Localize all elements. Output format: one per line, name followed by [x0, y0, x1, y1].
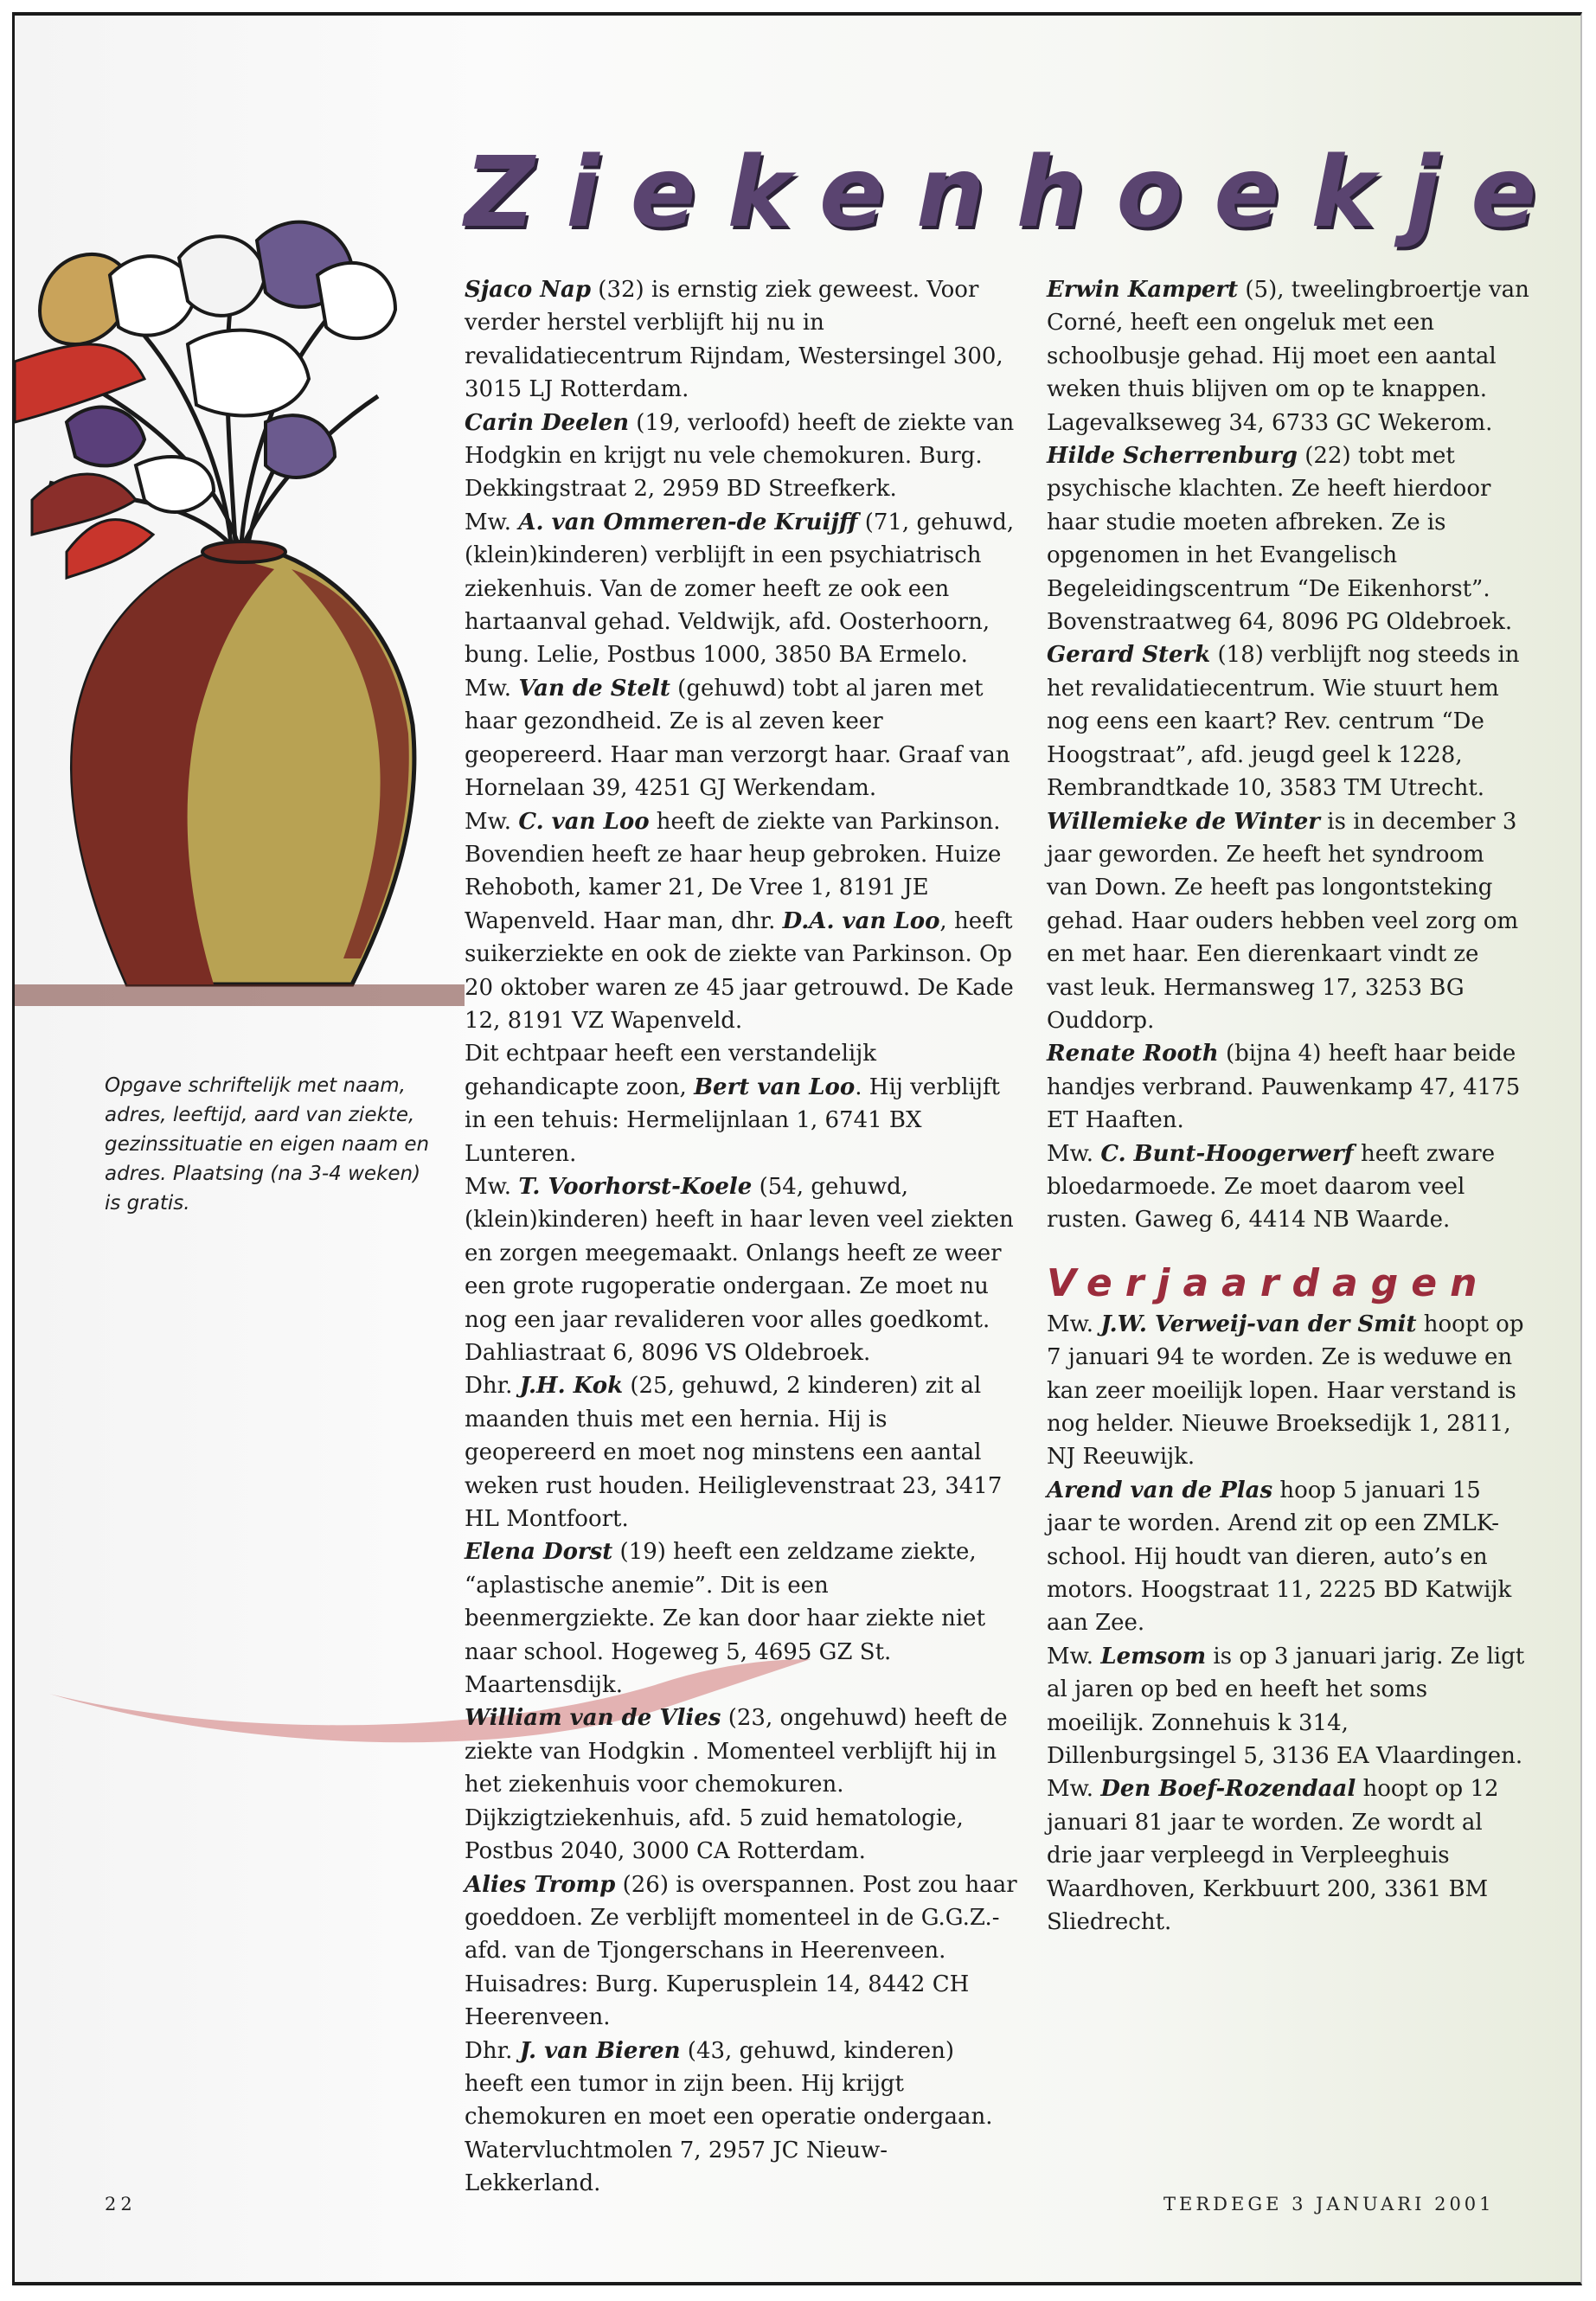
notice-item: Erwin Kampert (5), tweelingbroertje van Corné, heeft een ongeluk met een schoolbusje gehad. Hij moet een aantal weken thuis blijven om op te knappen. Lagevalkseweg 34, 6733 GC Wekerom. [1047, 277, 1529, 436]
person-name: J.W. Verweij-van der Smit [1100, 1311, 1417, 1337]
notice-item: Mw. Van de Stelt (gehuwd) tobt al jaren met haar gezondheid. Ze is al zeven keer geopereerd. Haar man verzorgt haar. Graaf van Hornelaan 39, 4251 GJ Werkendam. [465, 675, 1010, 802]
birthday-item: Arend van de Plas hoop 5 januari 15 jaar te worden. Arend zit op een ZMLK-school. Hij houdt van dieren, auto’s en motors. Hoogstraat 11, 2225 BD Katwijk aan Zee. [1047, 1477, 1512, 1637]
person-name: Elena Dorst [465, 1539, 613, 1566]
person-name: D.A. van Loo [782, 907, 940, 934]
person-name: T. Voorhorst-Koele [518, 1173, 753, 1200]
birthday-item: Mw. Den Boef-Rozendaal hoopt op 12 januari 81 jaar te worden. Ze wordt al drie jaar verpleegd in Verpleeghuis Waardhoven, Kerkbuurt 200, 3361 BM Sliedrecht. [1047, 1776, 1499, 1936]
notice-item: Willemieke de Winter is in december 3 jaar geworden. Ze heeft het syndroom van Down. Ze heeft pas longontsteking gehad. Haar ouders hebben veel zorg om en met haar. Een dierenkaart vindt ze vast leuk. Hermansweg 17, 3253 BG Ouddorp. [1047, 808, 1519, 1034]
person-name: Arend van de Plas [1047, 1477, 1273, 1503]
notice-item: Alies Tromp (26) is overspannen. Post zou haar goeddoen. Ze verblijft momenteel in de G.G.Z.-afd. van de Tjongerschans in Heerenveen. Huisadres: Burg. Kuperusplein 14, 8442 CH Heerenveen. [465, 1871, 1017, 2031]
person-name: Van de Stelt [518, 675, 670, 702]
person-name: Willemieke de Winter [1047, 808, 1320, 835]
person-name: A. van Ommeren-de Kruijff [518, 509, 858, 535]
person-name: Alies Tromp [465, 1871, 616, 1898]
person-name: Sjaco Nap [465, 277, 592, 303]
notice-item: Carin Deelen (19, verloofd) heeft de ziekte van Hodgkin en krijgt nu vele chemokuren. Burg. Dekkingstraat 2, 2959 BD Streefkerk. [465, 409, 1015, 503]
person-name: J. van Bieren [519, 2037, 681, 2064]
birthday-item: Mw. J.W. Verweij-van der Smit hoopt op 7 januari 94 te worden. Ze is weduwe en kan zeer moeilijk lopen. Haar verstand is nog helder. Nieuwe Broeksedijk 1, 2811, NJ Reeuwijk. [1047, 1311, 1524, 1471]
publication-footer: TERDEGE 3 JANUARI 2001 [1163, 2194, 1495, 2214]
person-name: C. van Loo [518, 808, 650, 835]
notice-item: Mw. A. van Ommeren-de Kruijff (71, gehuwd, (klein)kinderen) verblijft in een psychiatrisch ziekenhuis. Van de zomer heeft ze ook een hartaanval gehad. Veldwijk, afd. Oosterhoorn, bung. Lelie, Postbus 1000, 3850 BA Ermelo. [465, 509, 1015, 669]
person-name: Lemsom [1100, 1643, 1207, 1670]
person-name: Gerard Sterk [1047, 642, 1211, 669]
notice-item: Dit echtpaar heeft een verstandelijk gehandicapte zoon, Bert van Loo. Hij verblijft in een tehuis: Hermelijnlaan 1, 6741 BX Lunteren. [465, 1041, 1000, 1167]
page-title: Ziekenhoekje [465, 137, 1568, 249]
notice-item: William van de Vlies (23, ongehuwd) heeft de ziekte van Hodgkin . Momenteel verblijft hij in het ziekenhuis voor chemokuren. Dijkzigtziekenhuis, afd. 5 zuid hematologie, Postbus 2040, 3000 CA Rotterdam. [465, 1705, 1008, 1865]
notice-item: Sjaco Nap (32) is ernstig ziek geweest. Voor verder herstel verblijft hij nu in revalidatiecentrum Rijndam, Westersingel 300, 3015 LJ Rotterdam. [465, 277, 1003, 403]
notice-item: Renate Rooth (bijna 4) heeft haar beide handjes verbrand. Pauwenkamp 47, 4175 ET Haaften. [1047, 1041, 1521, 1134]
section-heading-birthdays: Verjaardagen [1047, 1260, 1490, 1305]
column-left [465, 273, 1018, 2201]
birthday-item: Mw. Lemsom is op 3 januari jarig. Ze ligt al jaren op bed en heeft het soms moeilijk. Zonnehuis k 314, Dillenburgsingel 5, 3136 EA Vlaardingen. [1047, 1643, 1525, 1770]
person-name: William van de Vlies [465, 1705, 721, 1732]
person-name: Carin Deelen [465, 409, 630, 436]
notice-item: Mw. T. Voorhorst-Koele (54, gehuwd, (klein)kinderen) heeft in haar leven veel ziekten en zorgen meegemaakt. Onlangs heeft ze weer een grote rugoperatie ondergaan. Ze moet nu nog een jaar revalideren voor alles goedkomt. Dahliastraat 6, 8096 VS Oldebroek. [465, 1173, 1014, 1366]
notice-item: Elena Dorst (19) heeft een zeldzame ziekte, “aplastische anemie”. Dit is een beenmergziekte. Ze kan door haar ziekte niet naar school. Hogeweg 5, 4695 GZ St. Maartensdijk. [465, 1539, 986, 1699]
notice-item: Gerard Sterk (18) verblijft nog steeds in het revalidatiecentrum. Wie stuurt hem nog eens een kaart? Rev. centrum “De Hoogstraat”, afd. jeugd geel k 1228, Rembrandtkade 10, 3583 TM Utrecht. [1047, 642, 1520, 802]
person-name: Bert van Loo [694, 1074, 856, 1100]
person-name: Erwin Kampert [1047, 277, 1239, 303]
person-name: Den Boef-Rozendaal [1100, 1776, 1356, 1803]
person-name: J.H. Kok [519, 1373, 624, 1400]
column-right [1047, 273, 1531, 1939]
notice-item: Dhr. J. van Bieren (43, gehuwd, kinderen) heeft een tumor in zijn been. Hij krijgt chemokuren en moet een operatie ondergaan. Watervluchtmolen 7, 2957 JC Nieuw-Lekkerland. [465, 2037, 993, 2197]
notice-item: Dhr. J.H. Kok (25, gehuwd, 2 kinderen) zit al maanden thuis met een hernia. Hij is geopereerd en moet nog minstens een aantal weken rust houden. Heiliglevenstraat 23, 3417 HL Montfoort. [465, 1373, 1003, 1533]
notice-item: Mw. C. Bunt-Hoogerwerf heeft zware bloedarmoede. Ze moet daarom veel rusten. Gaweg 6, 4414 NB Waarde. [1047, 1140, 1496, 1234]
submission-caption: Opgave schriftelijk met naam, adres, leeftijd, aard van ziekte, gezinssituatie en eigen naam en adres. Plaatsing (na 3-4 weken) is gratis. [105, 1074, 430, 1215]
notice-item: Hilde Scherrenburg (22) tobt met psychische klachten. Ze heeft hierdoor haar studie moeten afbreken. Ze is opgenomen in het Evangelisch Begeleidingscentrum “De Eikenhorst”. Bovenstraatweg 64, 8096 PG Oldebroek. [1047, 443, 1513, 636]
person-name: C. Bunt-Hoogerwerf [1100, 1140, 1354, 1167]
person-name: Renate Rooth [1047, 1041, 1219, 1067]
magazine-page [12, 12, 1582, 2285]
vase-flowers-illustration [15, 16, 465, 1054]
vase [15, 542, 465, 1006]
page-number: 22 [105, 2194, 137, 2214]
notice-item: Mw. C. van Loo heeft de ziekte van Parkinson. Bovendien heeft ze haar heup gebroken. Huize Rehoboth, kamer 21, De Vree 1, 8191 JE Wapenveld. Haar man, dhr. D.A. van Loo, heeft suikerziekte en ook de ziekte van Parkinson. Op 20 oktober waren ze 45 jaar getrouwd. De Kade 12, 8191 VZ Wapenveld. [465, 808, 1014, 1034]
person-name: Hilde Scherrenburg [1047, 443, 1298, 470]
